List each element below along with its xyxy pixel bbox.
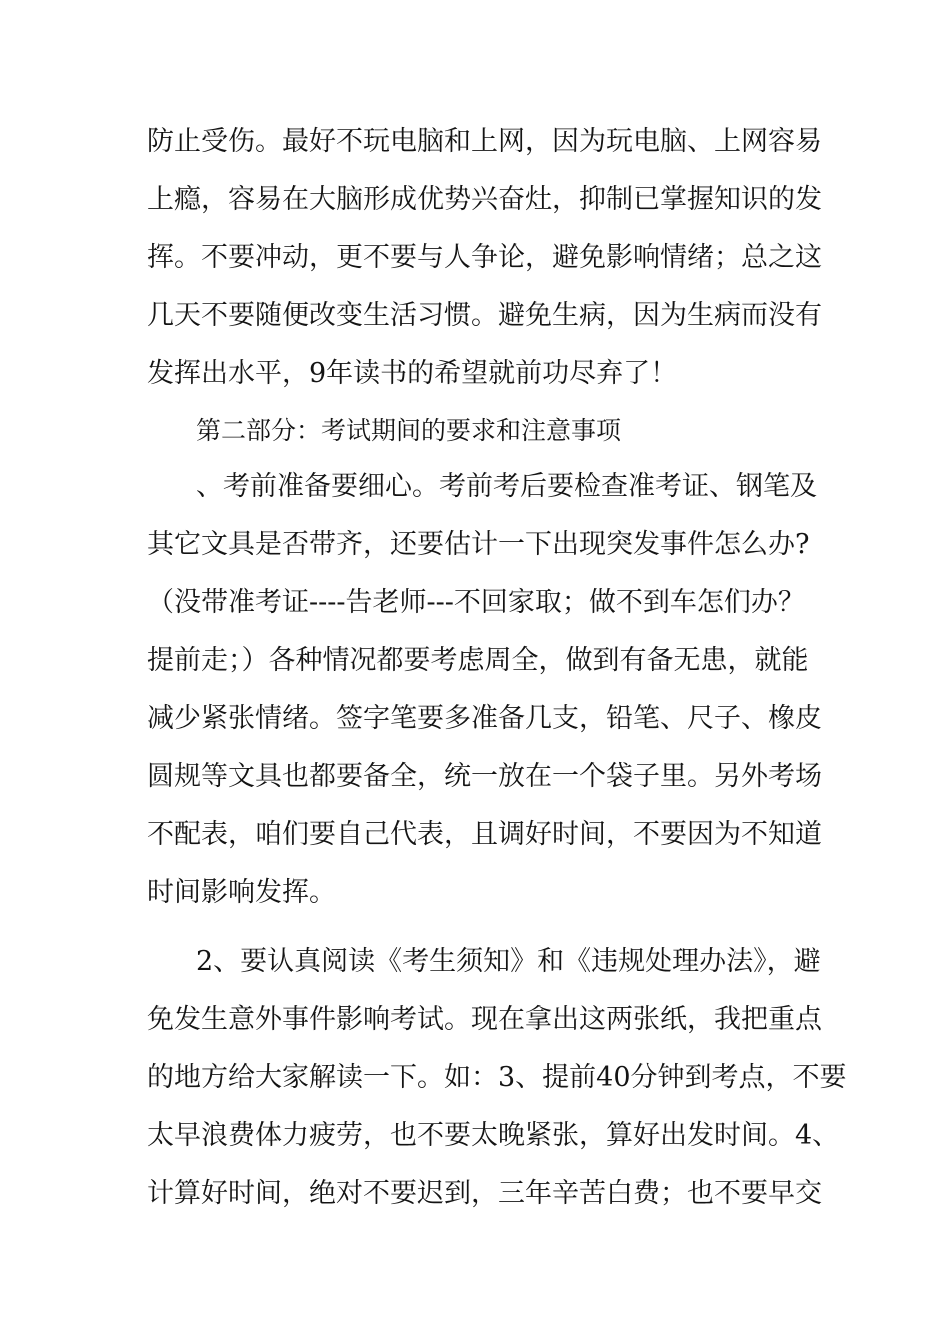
text-line: 2、要认真阅读《考生须知》和《违规处理办法》，避 [196,946,821,977]
text-line: 的地方给大家解读一下。如：3、提前40分钟到考点，不要 [147,1062,847,1093]
text-line: 太早浪费体力疲劳，也不要太晚紧张，算好出发时间。4、 [147,1120,840,1151]
text-line: 计算好时间，绝对不要迟到，三年辛苦白费；也不要早交 [147,1178,822,1209]
text-line: 提前走；）各种情况都要考虑周全，做到有备无患，就能 [147,645,809,676]
text-line: 发挥出水平，9年读书的希望就前功尽弃了！ [147,358,678,389]
text-line: 圆规等文具也都要备全，统一放在一个袋子里。另外考场 [147,761,822,792]
text-line: 不配表，咱们要自己代表，且调好时间，不要因为不知道 [147,819,822,850]
text-line: 上瘾，容易在大脑形成优势兴奋灶，抑制已掌握知识的发 [147,184,822,215]
text-line: 免发生意外事件影响考试。现在拿出这两张纸，我把重点 [147,1004,822,1035]
text-line: 防止受伤。最好不玩电脑和上网，因为玩电脑、上网容易 [147,126,822,157]
text-line: 几天不要随便改变生活习惯。避免生病，因为生病而没有 [147,300,822,331]
text-line: 其它文具是否带齐，还要估计一下出现突发事件怎么办? [147,529,810,560]
text-line: （没带准考证----告老师---不回家取；做不到车怎们办？ [147,587,805,618]
text-line: 挥。不要冲动，更不要与人争论，避免影响情绪；总之这 [147,242,822,273]
section-heading: 第二部分：考试期间的要求和注意事项 [196,416,622,445]
text-line: 、考前准备要细心。考前考后要检查准考证、钢笔及 [196,471,817,502]
text-line: 时间影响发挥。 [147,877,336,908]
text-line: 减少紧张情绪。签字笔要多准备几支，铅笔、尺子、橡皮 [147,703,822,734]
